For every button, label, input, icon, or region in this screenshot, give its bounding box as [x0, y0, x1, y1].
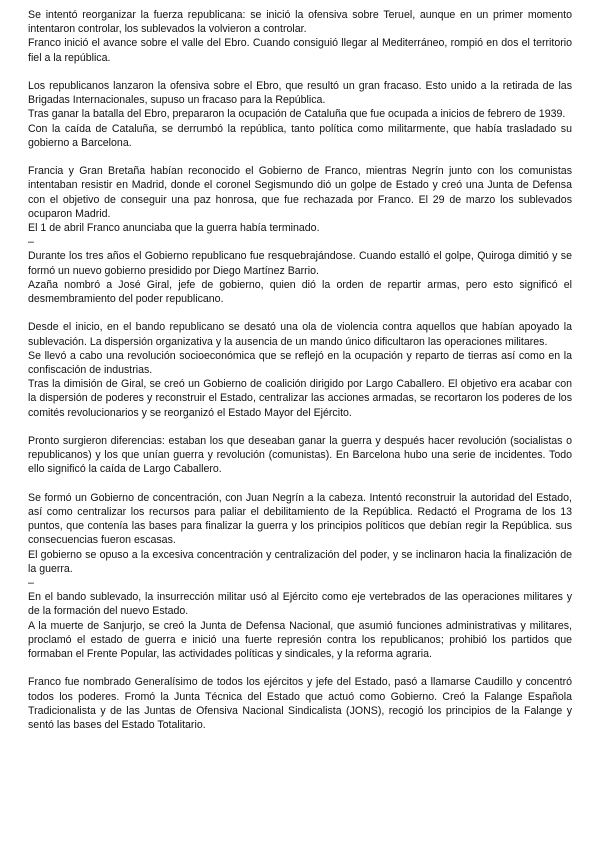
text-line: Azaña nombró a José Giral, jefe de gobierno, quien dió la orden de repartir armas, pero esto significó el desmembramiento del poder republicano. — [28, 278, 572, 306]
paragraph-gobierno-negrin — [28, 491, 572, 661]
text-line: Tras ganar la batalla del Ebro, prepararon la ocupación de Cataluña que fue ocupada a inicios de febrero de 1939. — [28, 108, 566, 121]
paragraph-batalla-ebro — [28, 79, 572, 150]
text-line: Franco inició el avance sobre el valle del Ebro. Cuando consiguió llegar al Mediterráneo, rompió en dos el territorio fiel a la república. — [28, 37, 572, 64]
document-page — [28, 8, 572, 732]
text-line: Se formó un Gobierno de concentración, con Juan Negrín a la cabeza. Intentó reconstruir la autoridad del Estado, así como centralizar los recursos para paliar el debilitamiento de la República. Redactó el Programa de los 13 puntos, que contenía las bases para finalizar la guerra y los principios políticos que debían regir la República. sus consecuencias fueron escasas. — [28, 491, 572, 547]
paragraph-franco-caudillo — [28, 675, 572, 732]
text-line: Francia y Gran Bretaña habían reconocido el Gobierno de Franco, mientras Negrín junto con los comunistas intentaban resistir en Madrid, donde el coronel Segismundo dió un golpe de Estado y creó una Junta de Defensa con el objetivo de conseguir una paz honrosa, que fue rechazada por Franco. El 29 de marzo los sublevados ocuparon Madrid. — [28, 165, 572, 220]
text-line: En el bando sublevado, la insurrección militar usó al Ejército como eje vertebrados de las operaciones militares y de la formación del nuevo Estado. — [28, 591, 572, 618]
text-line: El 1 de abril Franco anunciaba que la guerra había terminado. — [28, 222, 320, 235]
separator-dash: – — [28, 236, 34, 249]
paragraph-diferencias — [28, 434, 572, 477]
text-line: Desde el inicio, en el bando republicano se desató una ola de violencia contra aquellos que habían apoyado la sublevación. La dispersión organizativa y la ausencia de un mando único dificultaron las operaciones militares. — [28, 321, 572, 348]
paragraph-fin-guerra — [28, 164, 572, 306]
text-line: Pronto surgieron diferencias: estaban los que deseaban ganar la guerra y después hacer revolución (socialistas o republicanos) y los que unían guerra y revolución (comunistas). En Barcelona hubo una serie de incidentes. Todo ello significó la caída de Largo Caballero. — [28, 435, 572, 476]
separator-dash: – — [28, 577, 34, 590]
text-line: Tras la dimisión de Giral, se creó un Gobierno de coalición dirigido por Largo Caballero. El objetivo era acabar con la dispersión de poderes y reconstruir el Estado, centralizar las acciones armadas, se recortaron los poderes de los comités revolucionarios y se reorganizó el Estado Mayor del Ejército. — [28, 378, 572, 419]
text-line: Se intentó reorganizar la fuerza republicana: se inició la ofensiva sobre Teruel, aunque en un primer momento intentaron controlar, los sublevados la volvieron a controlar. — [28, 9, 572, 36]
text-line: Los republicanos lanzaron la ofensiva sobre el Ebro, que resultó un gran fracaso. Esto unido a la retirada de las Brigadas Internacionales, supuso un fracaso para la República. — [28, 80, 572, 107]
text-line: Durante los tres años el Gobierno republicano fue resquebrajándose. Cuando estalló el golpe, Quiroga dimitió y se formó un nuevo gobierno presidido por Diego Martínez Barrio. — [28, 250, 572, 277]
text-line: Se llevó a cabo una revolución socioeconómica que se reflejó en la ocupación y reparto de tierras así como en la confiscación de industrias. — [28, 349, 572, 377]
paragraph-teruel-ebro — [28, 8, 572, 65]
text-line: Con la caída de Cataluña, se derrumbó la república, tanto política como militarmente, que había trasladado su gobierno a Barcelona. — [28, 122, 572, 149]
text-line: El gobierno se opuso a la excesiva concentración y centralización del poder, y se inclinaron hacia la finalización de la guerra. — [28, 548, 572, 575]
text-line: Franco fue nombrado Generalísimo de todos los ejércitos y jefe del Estado, pasó a llamarse Caudillo y concentró todos los poderes. Fromó la Junta Técnica del Estado que actuó como Gobierno. Creó la Falange Española Tradicionalista y de las Juntas de Ofensiva Nacional Sindicalista (JONS), recogió los principios de la Falange y sentó las bases del Estado Totalitario. — [28, 676, 572, 732]
paragraph-bando-republicano — [28, 320, 572, 419]
text-line: A la muerte de Sanjurjo, se creó la Junta de Defensa Nacional, que asumió funciones administrativas y militares, proclamó el estado de guerra e inició una fuerte represión contra los republicanos; prohibió los partidos que formaban el Frente Popular, las actividades políticas y sindicales, y la reforma agraria. — [28, 619, 572, 661]
